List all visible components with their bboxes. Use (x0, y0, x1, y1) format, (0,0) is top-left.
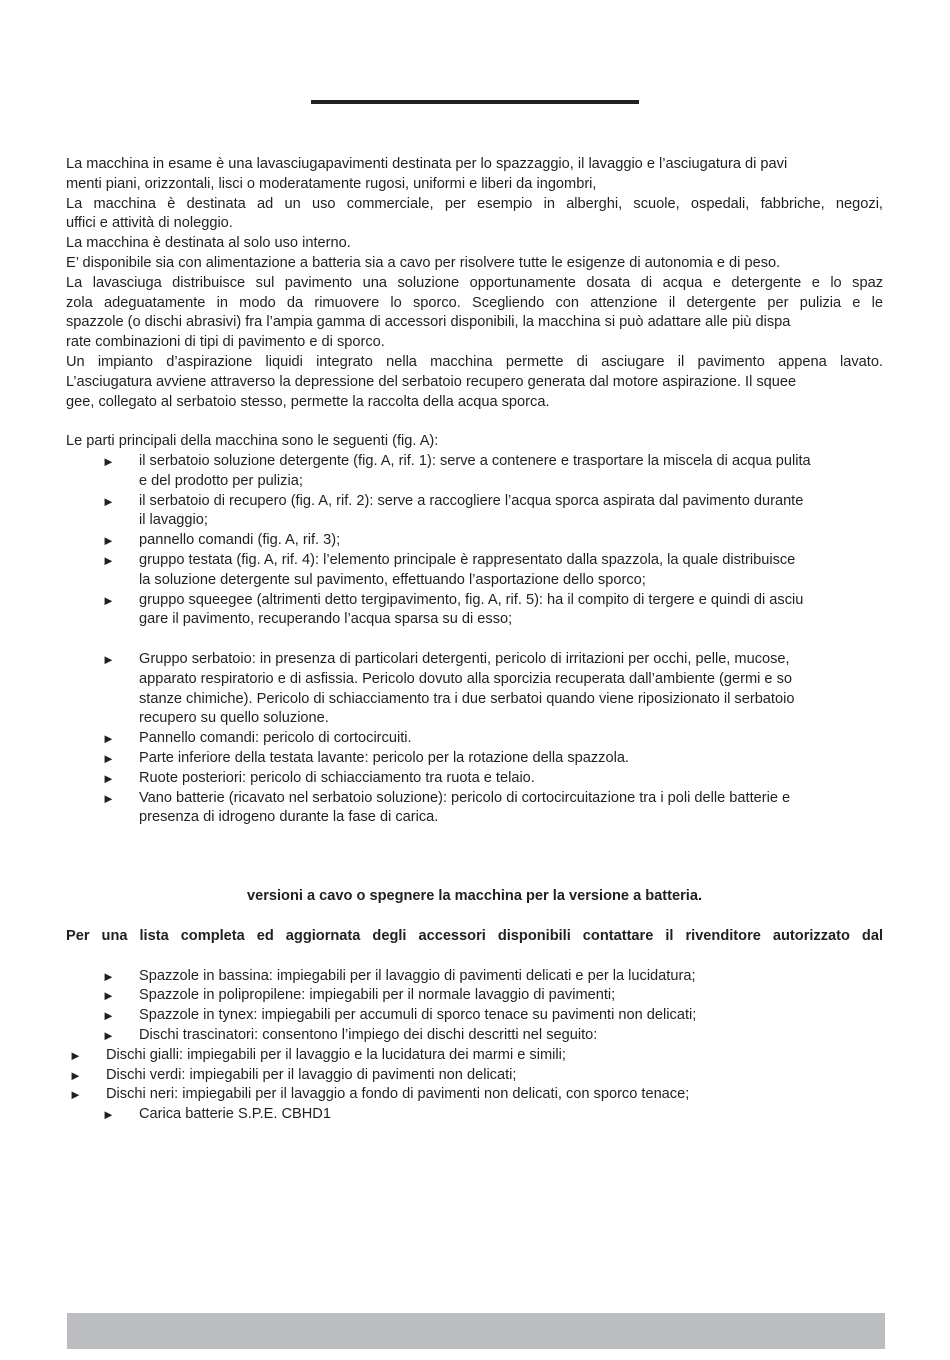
list-item-line: Gruppo serbatoio: in presenza di particolari detergenti, pericolo di irritazioni per occhi, pelle, mucose, (139, 650, 790, 667)
bullet-icon: ► (102, 651, 115, 667)
bullet-icon: ► (69, 1087, 82, 1103)
bullet-icon: ► (102, 770, 115, 786)
list-item (0, 1085, 883, 1105)
list-item (66, 551, 883, 591)
list-item (66, 986, 883, 1006)
bullet-icon: ► (102, 1008, 115, 1024)
accessories-note: Per una lista completa ed aggiornata degli accessori disponibili contattare il rivenditore autorizzato dal (66, 928, 883, 945)
intro-line: La macchina è destinata ad un uso commerciale, per esempio in alberghi, scuole, ospedali, fabbriche, negozi, (66, 195, 883, 212)
intro-paragraph (66, 155, 883, 412)
list-item-text: Dischi verdi: impiegabili per il lavaggio di pavimenti non delicati; (106, 1066, 517, 1083)
list-item-line: e del prodotto per pulizia; (139, 472, 303, 489)
list-item-text: Spazzole in polipropilene: impiegabili per il normale lavaggio di pavimenti; (139, 987, 616, 1004)
list-item-text (139, 729, 883, 749)
list-item-line: presenza di idrogeno durante la fase di carica. (139, 809, 439, 826)
list-item-text: Dischi trascinatori: consentono l’impiego dei dischi descritti nel seguito: (139, 1027, 598, 1044)
bullet-icon: ► (102, 453, 115, 469)
list-item-line: Ruote posteriori: pericolo di schiacciamento tra ruota e telaio. (139, 769, 535, 786)
list-item (66, 452, 883, 492)
intro-line: La lavasciuga distribuisce sul pavimento una soluzione opportunamente dosata di acqua e detergente e lo spaz (66, 274, 883, 291)
list-item (66, 492, 883, 532)
list-item (66, 729, 883, 749)
intro-line: Un impianto d’aspirazione liquidi integrato nella macchina permette di asciugare il pavimento appena lavato. (66, 353, 883, 370)
list-item (66, 1006, 883, 1026)
bullet-icon: ► (102, 1107, 115, 1123)
list-item-text: Spazzole in bassina: impiegabili per il lavaggio di pavimenti delicati e per la lucidatura; (139, 967, 696, 984)
list-item (66, 749, 883, 769)
document-body (66, 155, 883, 1125)
list-item-line: Vano batterie (ricavato nel serbatoio soluzione): pericolo di cortocircuitazione tra i poli delle batterie e (139, 789, 791, 806)
list-item-line: recupero su quello soluzione. (139, 710, 329, 727)
list-item (0, 1066, 883, 1086)
intro-line: spazzole (o dischi abrasivi) fra l’ampia gamma di accessori disponibili, la macchina si può adattare alle più dispa (66, 314, 791, 331)
list-item-text (139, 789, 883, 829)
bullet-icon: ► (102, 552, 115, 568)
bullet-icon: ► (102, 533, 115, 549)
intro-line: menti piani, orizzontali, lisci o moderatamente rugosi, uniformi e liberi da ingombri, (66, 175, 597, 192)
list-item-line: apparato respiratorio e di asfissia. Pericolo dovuto alla sporcizia recuperata dall’ambiente (germi e so (139, 670, 792, 687)
bullet-icon: ► (102, 968, 115, 984)
list-item-line: la soluzione detergente sul pavimento, effettuando l’asportazione dello sporco; (139, 571, 646, 588)
list-item (66, 1026, 883, 1046)
intro-line: La macchina è destinata al solo uso interno. (66, 235, 351, 252)
list-item-text (139, 749, 883, 769)
list-item-text (139, 650, 883, 729)
list-item-line: Parte inferiore della testata lavante: pericolo per la rotazione della spazzola. (139, 749, 629, 766)
list-item-line: pannello comandi (fig. A, rif. 3); (139, 532, 341, 549)
footer-bar (67, 1313, 885, 1349)
list-item-line: gruppo testata (fig. A, rif. 4): l’elemento principale è rappresentato dalla spazzola, la quale distribuisce (139, 551, 796, 568)
heading-rule (311, 100, 639, 104)
list-item (66, 769, 883, 789)
list-item-line: il serbatoio soluzione detergente (fig. A, rif. 1): serve a contenere e trasportare la miscela di acqua pulita (139, 452, 811, 469)
parts-list (66, 452, 883, 630)
intro-line: rate combinazioni di tipi di pavimento e di sporco. (66, 334, 385, 351)
list-item (66, 591, 883, 631)
bullet-icon: ► (102, 790, 115, 806)
list-item-line: il serbatoio di recupero (fig. A, rif. 2): serve a raccogliere l’acqua sporca aspirata dal pavimento durante (139, 492, 804, 509)
list-item-line: il lavaggio; (139, 512, 208, 529)
accessories-list (66, 967, 883, 1125)
list-item-text: Carica batterie S.P.E. CBHD1 (139, 1106, 331, 1123)
list-item-text (139, 452, 883, 492)
list-item (0, 1046, 883, 1066)
list-item-text (139, 492, 883, 532)
list-item-text: Dischi gialli: impiegabili per il lavaggio e la lucidatura dei marmi e simili; (106, 1046, 566, 1063)
bullet-icon: ► (102, 1028, 115, 1044)
bullet-icon: ► (102, 750, 115, 766)
bullet-icon: ► (69, 1047, 82, 1063)
hazards-list (66, 650, 883, 828)
list-item (66, 650, 883, 729)
list-item-line: Pannello comandi: pericolo di cortocircuiti. (139, 730, 412, 747)
list-item (66, 1105, 883, 1125)
bullet-icon: ► (69, 1067, 82, 1083)
intro-line: L’asciugatura avviene attraverso la depressione del serbatoio recupero generata dal motore aspirazione. Il squee (66, 373, 797, 390)
intro-line: E’ disponibile sia con alimentazione a batteria sia a cavo per risolvere tutte le esigenze di autonomia e di peso. (66, 254, 781, 271)
intro-line: uffici e attività di noleggio. (66, 215, 233, 232)
parts-intro: Le parti principali della macchina sono le seguenti (fig. A): (66, 433, 439, 450)
list-item-text (139, 591, 883, 631)
intro-line: La macchina in esame è una lavasciugapavimenti destinata per lo spazzaggio, il lavaggio e l’asciugatura di pavi (66, 156, 788, 172)
list-item (66, 967, 883, 987)
list-item-text: Dischi neri: impiegabili per il lavaggio a fondo di pavimenti non delicati, con sporco tenace; (106, 1086, 690, 1103)
list-item-line: gare il pavimento, recuperando l’acqua sparsa su di esso; (139, 611, 513, 628)
bullet-icon: ► (102, 988, 115, 1004)
list-item-line: gruppo squeegee (altrimenti detto tergipavimento, fig. A, rif. 5): ha il compito di tergere e quindi di asciu (139, 591, 804, 608)
bullet-icon: ► (102, 731, 115, 747)
bullet-icon: ► (102, 592, 115, 608)
intro-line: gee, collegato al serbatoio stesso, permette la raccolta della acqua sporca. (66, 393, 550, 410)
list-item-text (139, 769, 883, 789)
bold-note: versioni a cavo o spegnere la macchina per la versione a batteria. (246, 888, 703, 905)
list-item-text (139, 551, 883, 591)
intro-line: zola adeguatamente in modo da rimuovere lo sporco. Scegliendo con attenzione il detergente per pulizia e le (66, 294, 883, 311)
list-item (66, 531, 883, 551)
discs-list (66, 1046, 883, 1105)
list-item (66, 789, 883, 829)
discs-group (66, 1046, 883, 1105)
bullet-icon: ► (102, 493, 115, 509)
list-item-text (139, 531, 883, 551)
list-item-text: Spazzole in tynex: impiegabili per accumuli di sporco tenace su pavimenti non delicati; (139, 1007, 697, 1024)
list-item-line: stanze chimiche). Pericolo di schiacciamento tra i due serbatoi quando viene riposizionato il serbatoio (139, 690, 795, 707)
